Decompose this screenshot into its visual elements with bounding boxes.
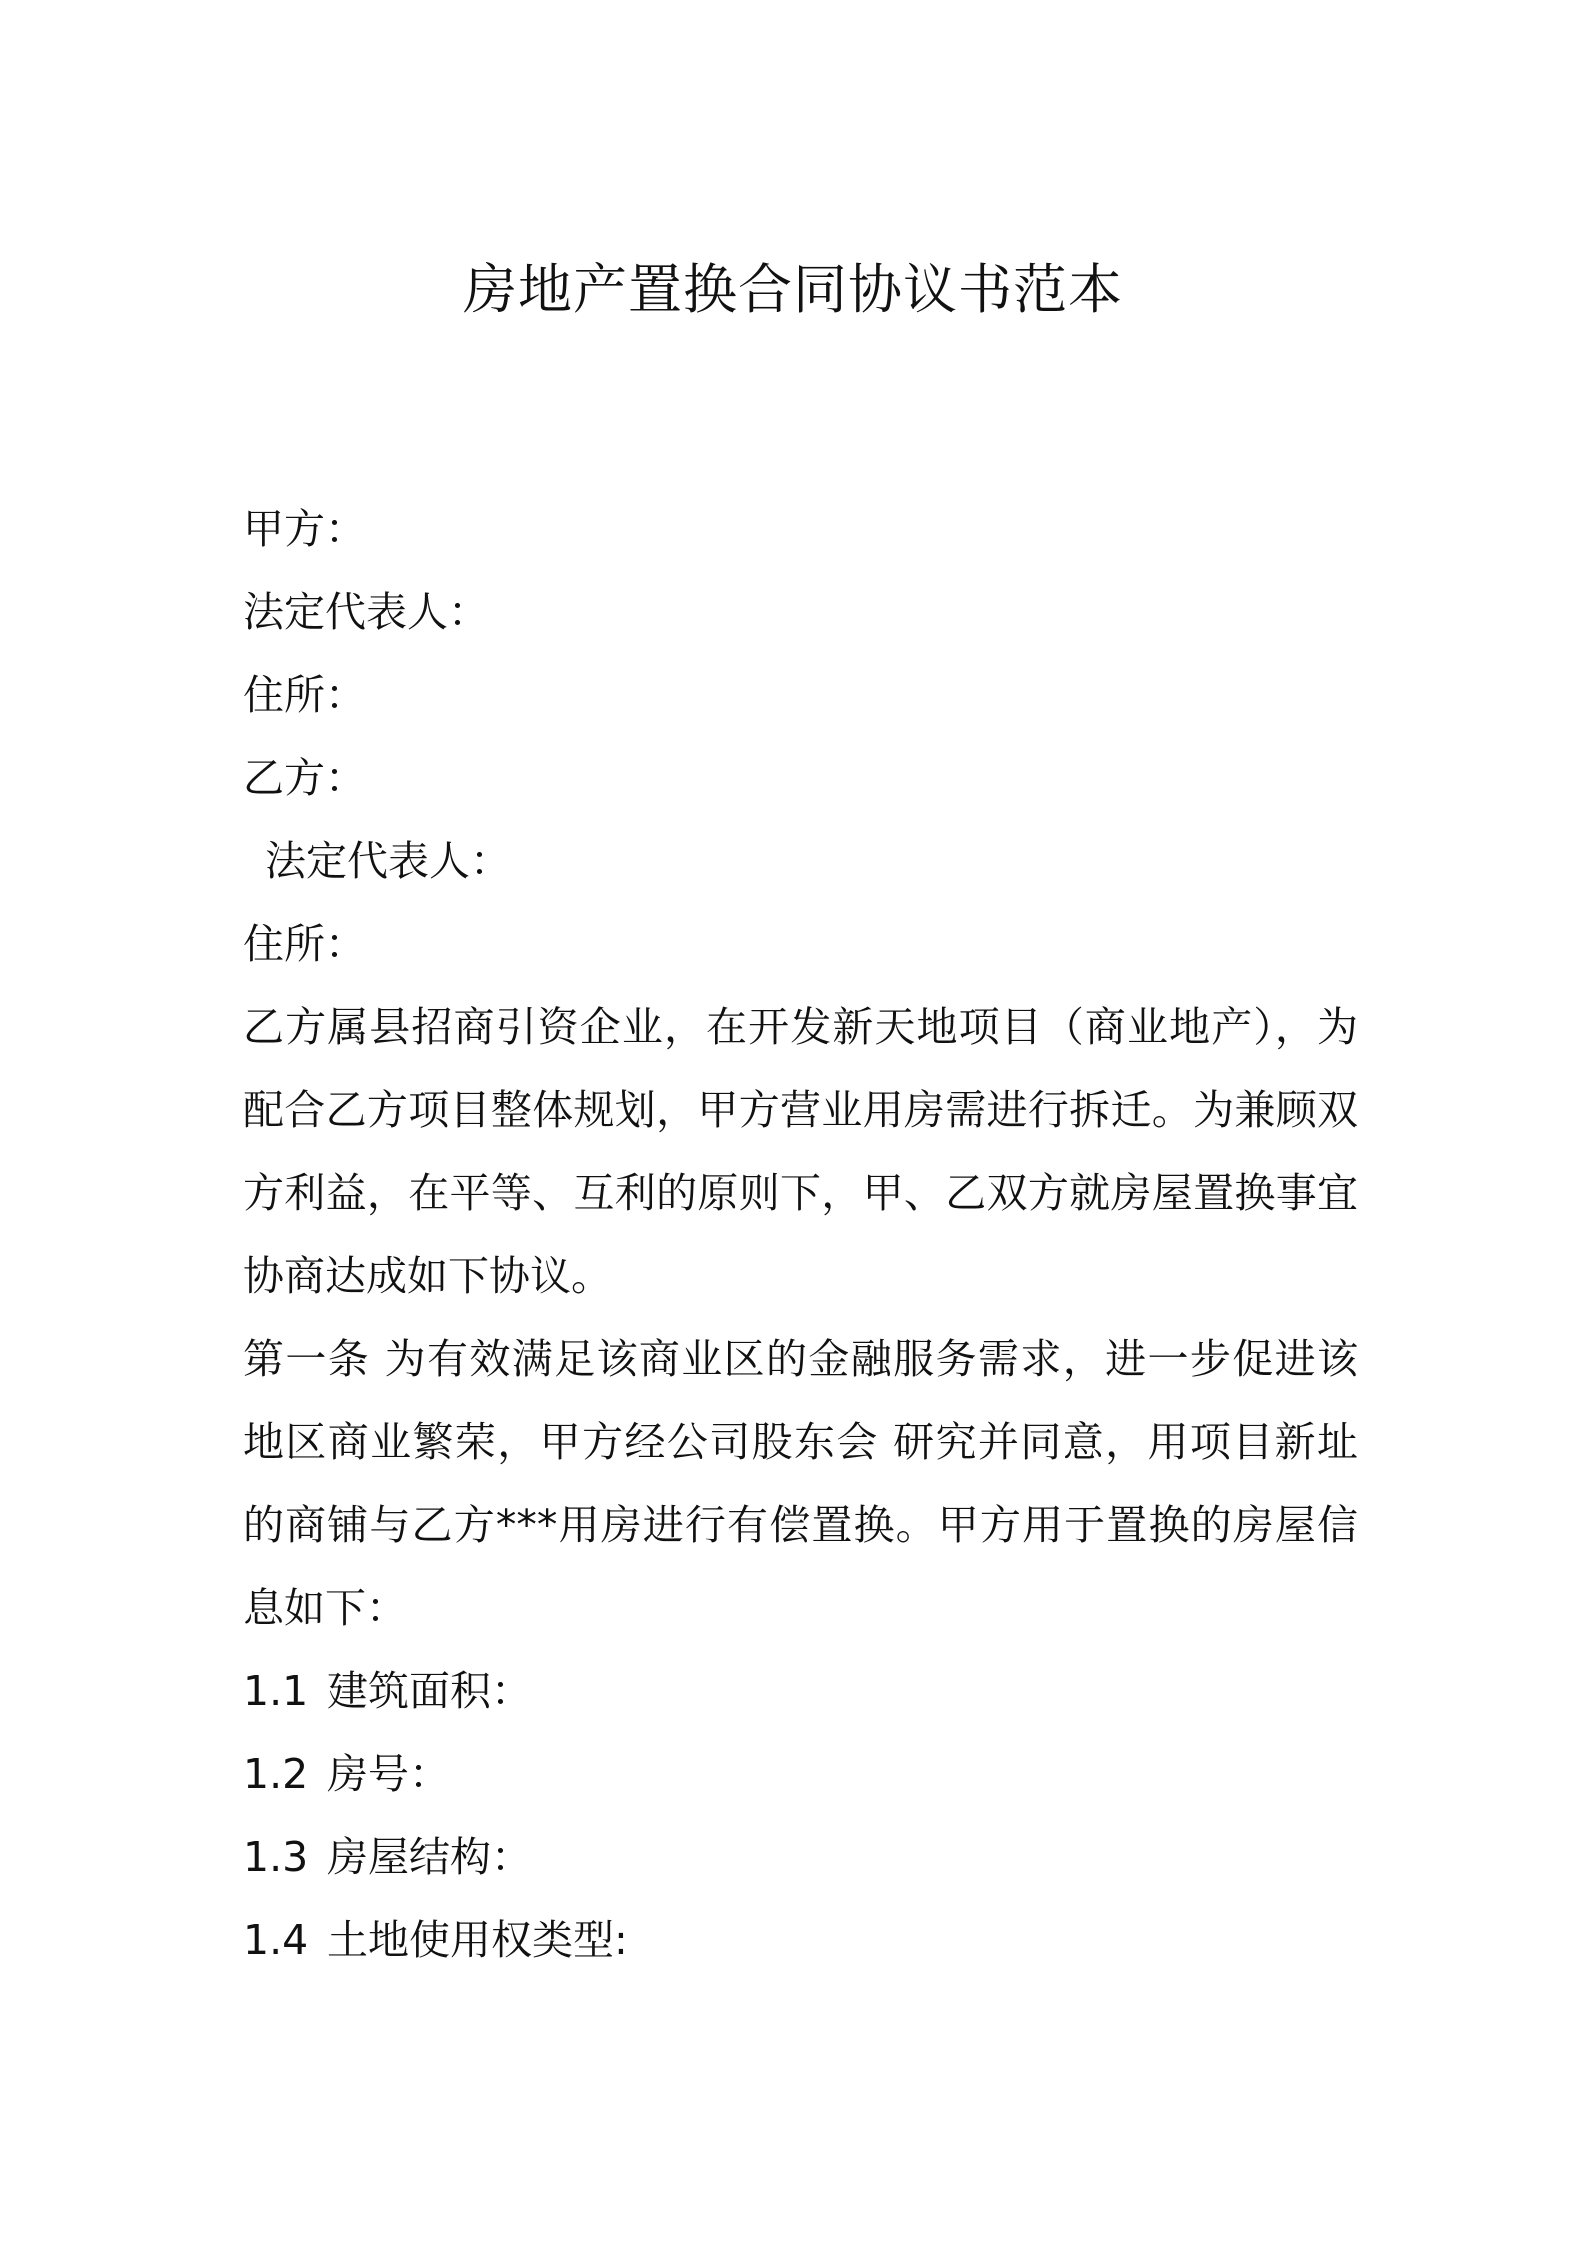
clause-label: 建筑面积： [327, 1667, 532, 1715]
party-a-label: 甲方： [243, 505, 366, 553]
party-a-representative-label: 法定代表人： [243, 588, 489, 636]
article-1-paragraph: 第一条 为有效满足该商业区的金融服务需求，进一步促进该地区商业繁荣，甲方经公司股东会 研究并同意，用项目新址的商铺与乙方***用房进行有偿置换。甲方用于置换的房屋信息如下： [243, 1335, 1358, 1632]
document-body [243, 488, 1358, 1982]
party-a-address-label: 住所： [243, 671, 366, 719]
clause-item [243, 1816, 1358, 1899]
document-title: 房地产置换合同协议书范本 [463, 258, 1123, 321]
clause-label: 土地使用权类型: [327, 1916, 628, 1964]
clause-label: 房屋结构： [327, 1833, 532, 1881]
clause-label: 房号： [327, 1750, 450, 1798]
party-b-representative-label: 法定代表人： [265, 837, 511, 885]
clause-number: 1.2 [243, 1750, 309, 1798]
clause-number: 1.1 [243, 1667, 309, 1715]
clause-item [243, 1899, 1358, 1982]
party-b-address-label: 住所： [243, 920, 366, 968]
clause-number: 1.4 [243, 1916, 309, 1964]
clause-item [243, 1733, 1358, 1816]
party-b-label: 乙方： [243, 754, 366, 802]
clause-item [243, 1650, 1358, 1733]
clause-number: 1.3 [243, 1833, 309, 1881]
preamble-paragraph: 乙方属县招商引资企业，在开发新天地项目（商业地产），为配合乙方项目整体规划，甲方营业用房需进行拆迁。为兼顾双方利益，在平等、互利的原则下，甲、乙双方就房屋置换事宜协商达成如下协议。 [243, 1003, 1358, 1300]
